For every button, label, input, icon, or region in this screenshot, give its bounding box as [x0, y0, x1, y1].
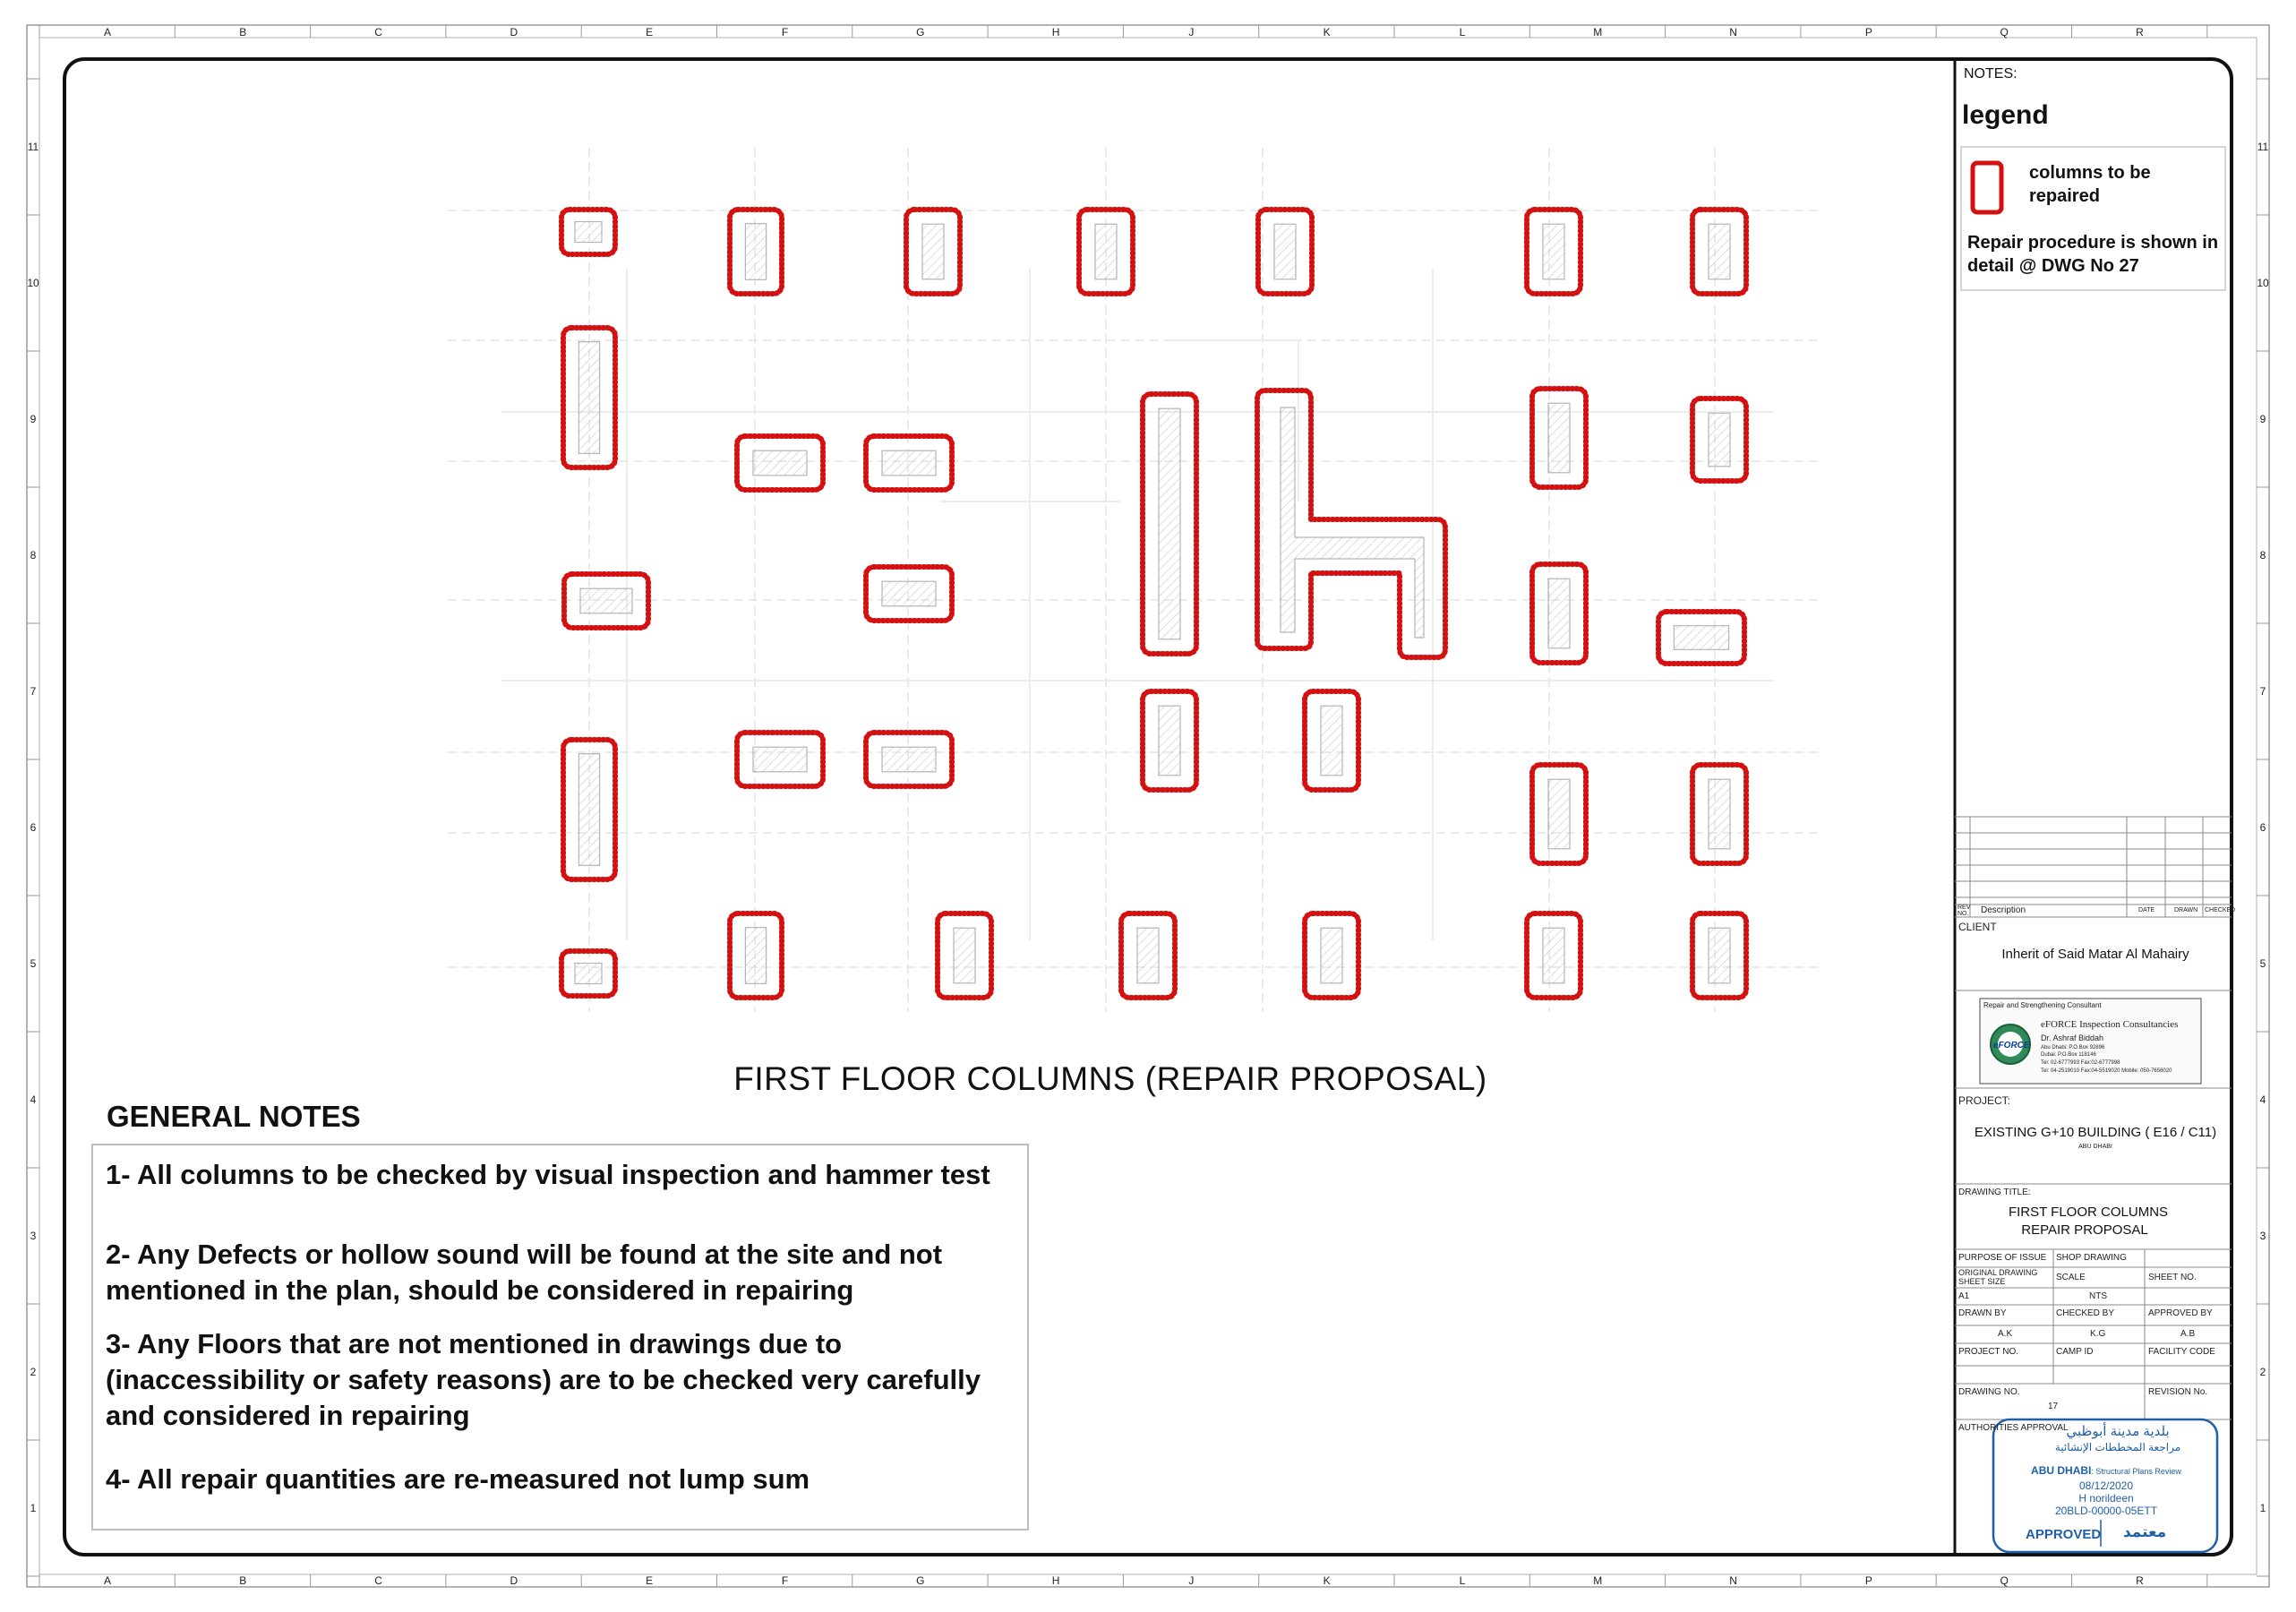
grid-row-label-right-8: 8 — [2259, 549, 2266, 562]
grid-row-label-right-1: 1 — [2259, 1502, 2266, 1514]
original-size-label: ORIGINAL DRAWING SHEET SIZE — [1958, 1268, 2038, 1286]
grid-row-label-left-4: 4 — [30, 1093, 37, 1106]
consultant-company: eFORCE Inspection Consultancies — [2041, 1019, 2179, 1030]
grid-row-label-right-2: 2 — [2259, 1366, 2266, 1378]
column-section — [1674, 626, 1728, 650]
column-section — [1137, 928, 1159, 983]
grid-col-label-bottom-Q: Q — [2000, 1574, 2009, 1587]
grid-col-label-top-J: J — [1188, 26, 1195, 39]
column-section — [1321, 928, 1342, 983]
drawing-no-label: DRAWING NO. — [1958, 1387, 2020, 1397]
column-section — [1548, 779, 1570, 849]
grid-col-label-top-F: F — [781, 26, 789, 39]
grid-col-label-top-N: N — [1729, 26, 1737, 39]
grid-row-label-right-10: 10 — [2257, 277, 2269, 289]
stamp-status: APPROVED — [2026, 1527, 2102, 1542]
column-section — [1548, 579, 1570, 648]
grid-row-label-left-7: 7 — [30, 685, 37, 698]
approved-by-label: APPROVED BY — [2148, 1308, 2213, 1318]
grid-col-label-top-P: P — [1864, 26, 1872, 39]
grid-row-label-left-3: 3 — [30, 1230, 37, 1242]
stamp-review-type: : Structural Plans Review — [2091, 1467, 2181, 1476]
grid-row-label-right-5: 5 — [2259, 957, 2266, 970]
grid-col-label-bottom-A: A — [103, 1574, 112, 1587]
rev-checked-header: CHECKED — [2205, 907, 2236, 913]
general-note-2: 2- Any Defects or hollow sound will be found at the site and not mentioned in the plan, should be considered in repairing — [106, 1239, 943, 1306]
column-section — [753, 747, 807, 772]
grid-col-label-top-M: M — [1593, 26, 1603, 39]
grid-col-label-top-Q: Q — [2000, 26, 2009, 39]
purpose-label: PURPOSE OF ISSUE — [1958, 1253, 2047, 1263]
column-section — [578, 754, 599, 866]
grid-col-label-bottom-N: N — [1729, 1574, 1737, 1587]
grid-col-label-bottom-F: F — [781, 1574, 789, 1587]
grid-col-label-top-G: G — [916, 26, 925, 39]
grid-col-label-bottom-H: H — [1051, 1574, 1060, 1587]
consultant-line-2: Dubai: P.O.Box 118146 — [2041, 1052, 2096, 1058]
legend-repair-note: Repair procedure is shown in detail @ DWG No 27 — [1967, 233, 2219, 276]
stamp-review-line — [1999, 1464, 2214, 1477]
grid-col-label-bottom-C: C — [374, 1574, 382, 1587]
grid-col-label-top-D: D — [510, 26, 518, 39]
grid-col-label-bottom-R: R — [2136, 1574, 2144, 1587]
drawn-by-label: DRAWN BY — [1958, 1308, 2007, 1318]
column-section — [882, 450, 936, 476]
grid-row-label-left-10: 10 — [27, 277, 39, 289]
general-note-3: 3- Any Floors that are not mentioned in drawings due to (inaccessibility or safety reasons) are to be checked very carefully and considered in repairing — [106, 1328, 981, 1431]
legend-title: legend — [1962, 100, 2049, 130]
column-section — [882, 581, 936, 606]
stamp-city: ABU DHABI — [2031, 1464, 2092, 1477]
stamp-arabic-line-1: بلدية مدينة أبوظبي — [2066, 1424, 2170, 1439]
approved-by-value: A.B — [2180, 1329, 2196, 1339]
column-section — [1543, 928, 1564, 983]
grid-row-label-right-11: 11 — [2257, 141, 2269, 153]
grid-col-label-top-E: E — [646, 26, 654, 39]
grid-row-label-left-1: 1 — [30, 1502, 37, 1514]
column-section — [922, 224, 944, 279]
client-name: Inherit of Said Matar Al Mahairy — [2001, 947, 2189, 962]
column-section — [1274, 224, 1296, 279]
scale-label: SCALE — [2056, 1273, 2086, 1282]
project-label: PROJECT: — [1958, 1094, 2011, 1107]
purpose-value: SHOP DRAWING — [2056, 1253, 2127, 1263]
grid-row-label-left-8: 8 — [30, 549, 37, 562]
column-section — [578, 342, 599, 454]
consultant-logo-text: eFORCE — [1993, 1041, 2030, 1050]
drawn-by-value: A.K — [1998, 1329, 2013, 1339]
grid-row-label-right-6: 6 — [2259, 821, 2266, 834]
column-section — [575, 964, 602, 984]
general-note-4: 4- All repair quantities are re-measured not lump sum — [106, 1463, 810, 1495]
column-section — [745, 928, 766, 984]
consultant-line-3: Tel: 02-6777993 Fax:02-6777998 — [2041, 1060, 2120, 1066]
column-section — [954, 928, 975, 983]
rev-description-header: Description — [1981, 905, 2026, 915]
facility-code-label: FACILITY CODE — [2148, 1347, 2215, 1357]
general-note-1: 1- All columns to be checked by visual inspection and hammer test — [106, 1159, 990, 1190]
drawing-title-line-2: REPAIR PROPOSAL — [2021, 1222, 2148, 1238]
column-section — [1321, 706, 1342, 776]
grid-col-label-bottom-L: L — [1459, 1574, 1466, 1587]
authorities-label: AUTHORITIES APPROVAL — [1958, 1423, 2069, 1433]
grid-row-label-right-3: 3 — [2259, 1230, 2266, 1242]
grid-row-label-left-11: 11 — [27, 141, 39, 153]
grid-col-label-top-A: A — [103, 26, 112, 39]
grid-row-label-left-9: 9 — [30, 413, 37, 425]
grid-row-label-right-4: 4 — [2259, 1093, 2266, 1106]
column-section — [882, 747, 936, 772]
grid-col-label-top-C: C — [374, 26, 382, 39]
grid-col-label-bottom-M: M — [1593, 1574, 1603, 1587]
stamp-arabic-line-2: مراجعة المخططات الإنشائية — [2054, 1441, 2181, 1453]
column-section — [1543, 224, 1564, 279]
grid-col-label-bottom-J: J — [1188, 1574, 1195, 1587]
consultant-role: Repair and Strengthening Consultant — [1983, 1001, 2102, 1009]
drawing-title-line-1: FIRST FLOOR COLUMNS — [2008, 1205, 2169, 1220]
column-section — [1709, 928, 1730, 983]
grid-col-label-top-L: L — [1459, 26, 1466, 39]
revision-no-label: REVISION No. — [2148, 1387, 2208, 1397]
sheet-size-value: A1 — [1958, 1291, 1970, 1301]
project-name: EXISTING G+10 BUILDING ( E16 / C11) — [1974, 1125, 2217, 1140]
checked-by-value: K.G — [2090, 1329, 2106, 1339]
revision-table — [1955, 817, 2232, 917]
notes-label: NOTES: — [1964, 66, 2018, 81]
column-section — [753, 450, 807, 476]
rev-date-header: DATE — [2138, 907, 2155, 913]
consultant-line-4: Tel: 04-2519010 Fax:04-5519020 Mobile: 050-7656020 — [2041, 1068, 2172, 1074]
grid-col-label-bottom-B: B — [239, 1574, 247, 1587]
checked-by-label: CHECKED BY — [2056, 1308, 2115, 1318]
column-section — [1159, 706, 1180, 776]
rev-no-header: REV NO. — [1958, 905, 1971, 917]
grid-col-label-top-K: K — [1323, 26, 1331, 39]
column-section — [1548, 403, 1570, 473]
column-section — [1709, 224, 1730, 279]
grid-col-label-bottom-P: P — [1864, 1574, 1872, 1587]
grid-row-label-right-7: 7 — [2259, 685, 2266, 698]
column-section — [745, 224, 766, 280]
legend-item-label: columns to be repaired — [2029, 163, 2151, 206]
scale-value: NTS — [2089, 1291, 2107, 1301]
project-no-label: PROJECT NO. — [1958, 1347, 2019, 1357]
grid-col-label-bottom-D: D — [510, 1574, 518, 1587]
sheet-no-label: SHEET NO. — [2148, 1273, 2197, 1282]
stamp-reference: 20BLD-00000-05ETT — [2054, 1505, 2158, 1517]
consultant-person: Dr. Ashraf Biddah — [2041, 1033, 2104, 1042]
consultant-line-1: Abu Dhabi: P.O.Box 92896 — [2041, 1045, 2105, 1050]
repair-columns — [561, 210, 1746, 998]
general-notes-heading: GENERAL NOTES — [107, 1100, 361, 1133]
grid-row-label-right-9: 9 — [2259, 413, 2266, 425]
column-section — [1709, 413, 1730, 467]
camp-id-label: CAMP ID — [2056, 1347, 2094, 1357]
column-section — [1159, 408, 1180, 639]
plan-background-walls — [501, 269, 1773, 940]
column-section — [1709, 779, 1730, 849]
stamp-reviewer: H norildeen — [2078, 1492, 2134, 1505]
grid-row-label-left-5: 5 — [30, 957, 37, 970]
stamp-date: 08/12/2020 — [2078, 1479, 2134, 1492]
grid-row-label-left-6: 6 — [30, 821, 37, 834]
legend-swatch — [1973, 163, 2001, 212]
grid-col-label-bottom-K: K — [1323, 1574, 1331, 1587]
plan-title: FIRST FLOOR COLUMNS (REPAIR PROPOSAL) — [733, 1060, 1487, 1097]
column-section — [575, 222, 602, 243]
project-location: ABU DHABI — [2078, 1144, 2112, 1150]
stamp-status-arabic: معتمد — [2122, 1523, 2167, 1540]
client-label: CLIENT — [1958, 921, 1997, 933]
rev-drawn-header: DRAWN — [2174, 907, 2198, 913]
grid-col-label-top-H: H — [1051, 26, 1060, 39]
grid-col-label-bottom-E: E — [646, 1574, 654, 1587]
drawing-title-label: DRAWING TITLE: — [1958, 1188, 2031, 1197]
grid-col-label-top-B: B — [239, 26, 247, 39]
column-section — [580, 588, 632, 613]
grid-col-label-top-R: R — [2136, 26, 2144, 39]
grid-col-label-bottom-G: G — [916, 1574, 925, 1587]
grid-row-label-left-2: 2 — [30, 1366, 37, 1378]
drawing-no-value: 17 — [2048, 1402, 2059, 1411]
column-section — [1095, 224, 1117, 279]
